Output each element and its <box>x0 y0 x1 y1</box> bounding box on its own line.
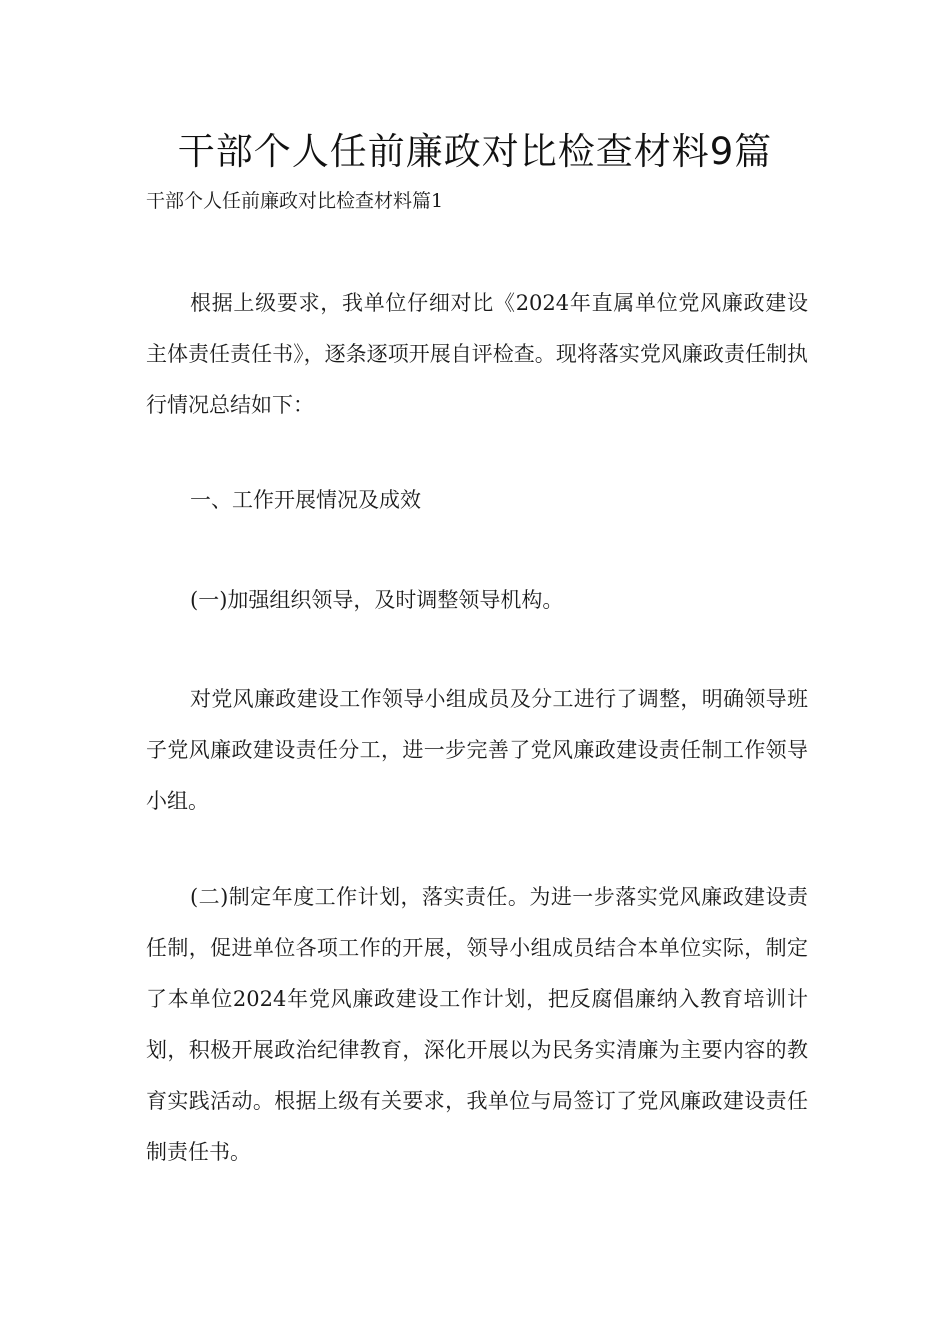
subsection-heading-1: (一)加强组织领导，及时调整领导机构。 <box>190 588 564 612</box>
paragraph-leadership: 对党风廉政建设工作领导小组成员及分工进行了调整，明确领导班子党风廉政建设责任分工，进一步完善了党风廉政建设责任制工作领导小组。 <box>146 687 808 813</box>
section-heading-1: 一、工作开展情况及成效 <box>190 488 421 512</box>
document-subtitle: 干部个人任前廉政对比检查材料篇1 <box>146 190 444 212</box>
document-title: 干部个人任前廉政对比检查材料9篇 <box>177 130 773 173</box>
paragraph-work-plan: (二)制定年度工作计划，落实责任。为进一步落实党风廉政建设责任制，促进单位各项工作的开展，领导小组成员结合本单位实际，制定了本单位2024年党风廉政建设工作计划，把反腐倡廉纳入教育培训计划，积极开展政治纪律教育，深化开展以为民务实清廉为主要内容的教育实践活动。根据上级有关要求，我单位与局签订了党风廉政建设责任制责任书。 <box>146 885 808 1164</box>
paragraph-intro: 根据上级要求，我单位仔细对比《2024年直属单位党风廉政建设主体责任责任书》，逐条逐项开展自评检查。现将落实党风廉政责任制执行情况总结如下： <box>146 291 808 417</box>
